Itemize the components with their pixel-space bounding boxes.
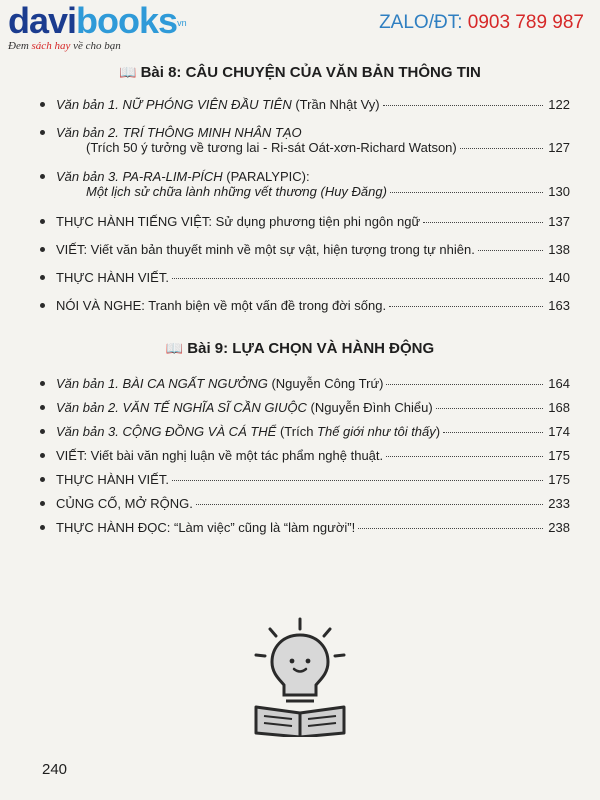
toc-list-bai-9	[40, 376, 570, 544]
toc-entry	[40, 97, 570, 125]
entry-page-number: 140	[548, 270, 570, 285]
entry-title: VIẾT: Viết bài văn nghị luận về một tác phẩm nghệ thuật.	[56, 448, 384, 463]
dot-leader	[172, 278, 543, 279]
toc-entry	[40, 125, 570, 169]
entry-label: Văn bản 1.	[56, 97, 123, 112]
dot-leader	[390, 192, 543, 193]
lightbulb-book-icon	[248, 615, 352, 737]
toc-entry	[40, 496, 570, 520]
entry-title: CỘNG ĐỒNG VÀ CÁ THỂ	[122, 424, 277, 439]
bullet-icon	[40, 174, 45, 179]
toc-entry	[40, 520, 570, 544]
dot-leader	[478, 250, 543, 251]
bullet-icon	[40, 477, 45, 482]
entry-source-suffix: )	[435, 424, 441, 439]
entry-title: PA-RA-LIM-PÍCH	[122, 169, 223, 184]
section-title-text: Bài 9: LỰA CHỌN VÀ HÀNH ĐỘNG	[187, 340, 435, 357]
entry-title: THỰC HÀNH ĐỌC: “Làm việc” cũng là “làm người”!	[56, 520, 356, 535]
toc-entry	[40, 298, 570, 326]
entry-source-prefix: (Trích	[276, 424, 318, 439]
tagline-post: về cho bạn	[70, 40, 121, 52]
section-title-bai-8	[0, 64, 600, 81]
entry-title-extra: (PARALYPIC):	[222, 169, 310, 184]
entry-page-number: 137	[548, 214, 570, 229]
contact-phone[interactable]	[379, 12, 584, 34]
dot-leader	[443, 432, 543, 433]
entry-title: VĂN TẾ NGHĨA SĨ CẦN GIUỘC	[122, 400, 307, 415]
toc-entry	[40, 242, 570, 270]
entry-subtitle: (Trích 50 ý tưởng về tương lai - Ri-sát Oát-xơn-Richard Watson)	[86, 140, 457, 155]
dot-leader	[383, 105, 543, 106]
bullet-icon	[40, 219, 45, 224]
dot-leader	[389, 306, 543, 307]
entry-page-number: 238	[548, 520, 570, 535]
entry-label: Văn bản 2.	[56, 125, 123, 140]
entry-author: (Nguyễn Đình Chiểu)	[306, 400, 433, 415]
toc-entry	[40, 214, 570, 242]
logo-books: books	[76, 0, 178, 41]
dot-leader	[196, 504, 543, 505]
bullet-icon	[40, 381, 45, 386]
entry-page-number: 127	[548, 140, 570, 155]
toc-list-bai-8	[40, 97, 570, 326]
dot-leader	[436, 408, 543, 409]
entry-page-number: 175	[548, 448, 570, 463]
tagline-highlight: sách hay	[31, 40, 71, 52]
entry-title: VIẾT: Viết văn bản thuyết minh về một sự vật, hiện tượng trong tự nhiên.	[56, 242, 475, 257]
entry-page-number: 138	[548, 242, 570, 257]
entry-page-number: 175	[548, 472, 570, 487]
book-icon: 📖	[165, 340, 184, 356]
bullet-icon	[40, 275, 45, 280]
contact-number: 0903 789 987	[467, 12, 584, 33]
entry-label: Văn bản 3.	[56, 424, 123, 439]
entry-title: TRÍ THÔNG MINH NHÂN TẠO	[122, 125, 302, 140]
bullet-icon	[40, 102, 45, 107]
dot-leader	[386, 384, 543, 385]
section-title-bai-9	[0, 340, 600, 357]
entry-label: Văn bản 2.	[56, 400, 123, 415]
entry-author: (Nguyễn Công Trứ)	[267, 376, 384, 391]
logo-davi: davi	[8, 0, 77, 41]
dot-leader	[386, 456, 543, 457]
bullet-icon	[40, 501, 45, 506]
book-icon: 📖	[119, 64, 137, 80]
toc-entry	[40, 400, 570, 424]
entry-page-number: 130	[548, 184, 570, 199]
entry-page-number: 168	[548, 400, 570, 415]
entry-page-number: 174	[548, 424, 570, 439]
dot-leader	[460, 148, 543, 149]
entry-page-number: 233	[548, 496, 570, 511]
entry-title: NỮ PHÓNG VIÊN ĐẦU TIÊN	[122, 97, 292, 112]
entry-title: NÓI VÀ NGHE: Tranh biện về một vấn đề trong đời sống.	[56, 298, 387, 313]
entry-title: CỦNG CỐ, MỞ RỘNG.	[56, 496, 193, 511]
dot-leader	[423, 222, 543, 223]
entry-page-number: 164	[548, 376, 570, 391]
entry-label: Văn bản 3.	[56, 169, 123, 184]
brand-logo[interactable]	[8, 0, 187, 52]
section-title-text: Bài 8: CÂU CHUYỆN CỦA VĂN BẢN THÔNG TIN	[140, 64, 481, 81]
logo-wordmark	[8, 0, 187, 41]
bullet-icon	[40, 453, 45, 458]
dot-leader	[358, 528, 543, 529]
bullet-icon	[40, 247, 45, 252]
entry-source: Thế giới như tôi thấy	[317, 424, 436, 439]
entry-author: (Trần Nhật Vy)	[291, 97, 380, 112]
entry-title: THỰC HÀNH TIẾNG VIỆT: Sử dụng phương tiện phi ngôn ngữ	[56, 214, 421, 229]
bullet-icon	[40, 405, 45, 410]
bullet-icon	[40, 303, 45, 308]
toc-entry	[40, 424, 570, 448]
entry-label: Văn bản 1.	[56, 376, 123, 391]
entry-subtitle: Một lịch sử chữa lành những vết thương (Huy Đăng)	[86, 184, 387, 199]
logo-vn: vn	[177, 18, 187, 28]
entry-title: THỰC HÀNH VIẾT.	[56, 472, 169, 487]
toc-entry	[40, 270, 570, 298]
page-number: 240	[42, 761, 68, 778]
dot-leader	[172, 480, 543, 481]
toc-entry	[40, 472, 570, 496]
contact-label: ZALO/ĐT:	[379, 12, 468, 33]
bullet-icon	[40, 130, 45, 135]
bullet-icon	[40, 525, 45, 530]
toc-entry	[40, 169, 570, 214]
entry-page-number: 163	[548, 298, 570, 313]
entry-page-number: 122	[548, 97, 570, 112]
toc-entry	[40, 448, 570, 472]
entry-title: BÀI CA NGẤT NGƯỞNG	[122, 376, 268, 391]
tagline-pre: Đem	[8, 40, 32, 52]
logo-tagline	[8, 40, 187, 52]
entry-title: THỰC HÀNH VIẾT.	[56, 270, 169, 285]
bullet-icon	[40, 429, 45, 434]
toc-entry	[40, 376, 570, 400]
